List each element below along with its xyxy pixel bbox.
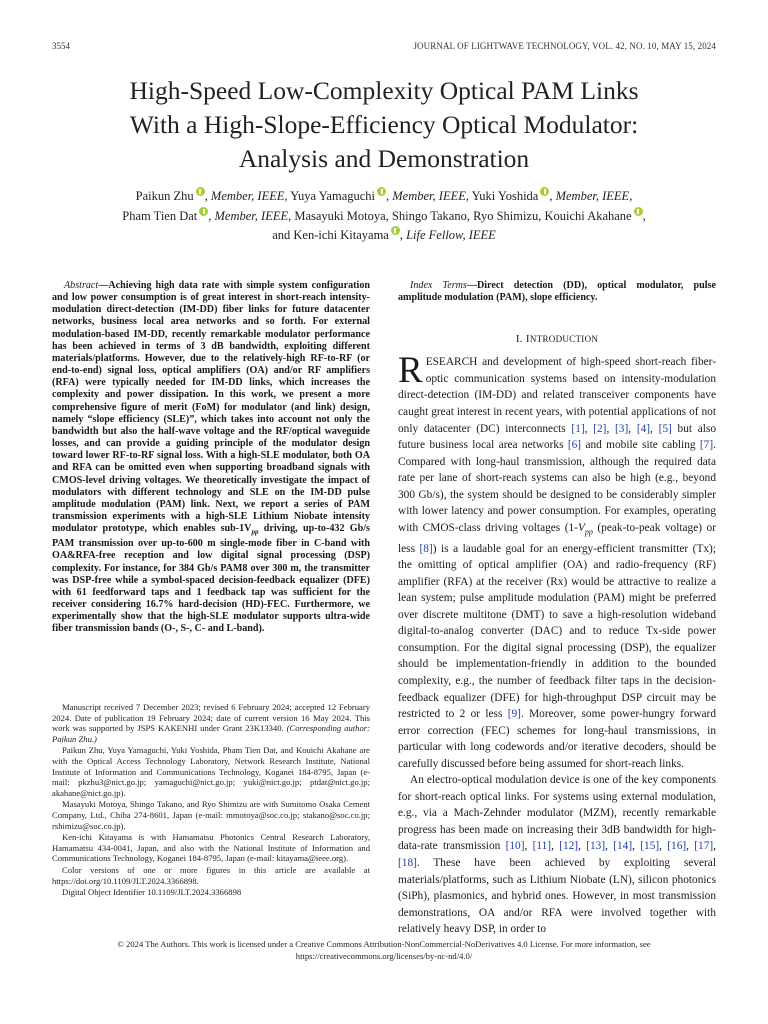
license-line: © 2024 The Authors. This work is licensed under a Creative Commons Attribution-NonCommercial-NoDerivatives 4.0 License. For more information, see: [117, 939, 651, 949]
section-heading: I. INTRODUCTION: [515, 333, 599, 346]
citation-link[interactable]: [1]: [571, 422, 585, 435]
license-url[interactable]: https://creativecommons.org/licenses/by-nc-nd/4.0/: [295, 950, 473, 961]
author-name: Pham Tien Dat: [122, 208, 198, 223]
citation-link[interactable]: [8]: [419, 542, 433, 555]
abstract-subscript: pp: [251, 528, 259, 537]
citation-link[interactable]: [10]: [505, 840, 525, 853]
author-name: Yuya Yamaguchi: [290, 189, 376, 203]
abstract: [52, 280, 370, 636]
citation-link[interactable]: [18]: [398, 856, 417, 869]
citation-link[interactable]: [4]: [636, 422, 651, 435]
author-line-1: Paikun Zhu , Member, IEEE, Yuya Yamaguchi , Member, IEEE, Yuki Yoshida , Member, IEEE,: [135, 189, 633, 203]
orcid-icon[interactable]: [391, 226, 400, 235]
author-membership: Member, IEEE: [214, 208, 289, 223]
citation-link[interactable]: [16]: [667, 840, 687, 853]
orcid-icon[interactable]: [634, 207, 643, 216]
title-line: With a High-Slope-Efficiency Optical Modulator:: [129, 110, 639, 139]
footnotes: [52, 702, 370, 899]
index-terms-lead: Index Terms: [410, 280, 467, 291]
intro-paragraph-1: RESEARCH and development of high-speed short-reach fiber-optic communication systems based on intensity-modulation direct-detection (IM-DD) and related transceiver components have caught great interest in recent years, with potential applications of not only datacenter (DC) interconnects [1], [2], [3], [4], [5] but also future business local area networks [6] and mobile site cabling [7]. Compared with long-haul transmission, although the required data rate per lane of short-reach systems can also be high (e.g., beyond 300 Gb/s), the system should be designed to be considerably simpler with lower latency and power consumption. For examples, operating with CMOS-class driving voltages ($1-V_{pp}$ (peak-to-peak voltage) or less [8]) is a laudable goal for an energy-efficient transmitter (Tx); the omitting of optical amplifier (OA) and radio-frequency (RF) amplifier (RFA) at the receiver (Rx) would be attractive to realize a lean system; pulse amplitude modulation (PAM) might be preferred over discrete multitone (DMT) to save a high-resolution wideband digital-to-analog converter (DAC) and to reduce Tx-side power consumption. For the digital signal processing (DSP), the equalizer should be implementation-friendly in addition to the bounded complexity, e.g., the number of feedback filter taps in the decision-feedback equalizer (DFE) for high-throughput DSP circuit may be restricted to 2 or less [9]. Moreover, some power-hungry forward error correction (FEC) schemes for long-haul transmissions, in particular with long codewords and/or iterative decoders, should be carefully discussed before being assumed for short-reach links.: [398, 350, 717, 770]
footnote-doi: Digital Object Identifier 10.1109/JLT.2024.3366898: [62, 887, 242, 898]
author-names: , Masayuki Motoya, Shingo Takano, Ryo Shimizu, Kouichi Akahane: [288, 208, 632, 223]
author-list: [40, 187, 728, 246]
orcid-icon[interactable]: [540, 187, 549, 196]
abstract-text-2: driving, up-to-432 Gb/s PAM transmission over up-to-600 m single-mode fiber in C-band with OA&RFA-free reception and low digital signal processing (DSP) complexity. For instance, for 384 Gb/s PAM8 over 300 m, the transmitter was DSP-free while a symbol-spaced decision-feedback equalizer (DFE) with 61 feedforward taps and 1 feedback tap was sufficient for the receiver considering 16.7% hard-decision (HD)-FEC. Furthermore, we experimentally show that the high-SLE modulator supports ultra-wide fiber transmission bands (O-, S-, C- and L-band).: [52, 523, 370, 635]
license-notice: [40, 939, 728, 962]
author-name: Yuki Yoshida: [471, 189, 539, 203]
right-column: [398, 280, 716, 938]
footnote-color: Color versions of one or more figures in this article are available at https://doi.org/10.1109/JLT.2024.3366898.: [52, 864, 370, 886]
journal-citation: JOURNAL OF LIGHTWAVE TECHNOLOGY, VOL. 42, NO. 10, MAY 15, 2024: [413, 41, 716, 51]
index-terms: [398, 280, 716, 304]
orcid-icon[interactable]: [377, 187, 386, 196]
drop-cap: R: [398, 350, 423, 392]
footnote-affiliation: Masayuki Motoya, Shingo Takano, and Ryo Shimizu are with Sumitomo Osaka Cement Company, Ltd., Chiba 274-8601, Japan (e-mail: mmotoya@soc.co.jp; stakano@soc.co.jp; rshimizu@soc.co.jp).: [52, 799, 370, 831]
page-number: 3554: [52, 41, 70, 51]
author-name: Paikun Zhu: [135, 189, 194, 203]
author-membership: Life Fellow, IEEE: [406, 228, 496, 242]
author-line-2: Pham Tien Dat , Member, IEEE, Masayuki Motoya, Shingo Takano, Ryo Shimizu, Kouichi Akahane ,: [122, 208, 646, 223]
author-membership: Member, IEEE: [392, 189, 466, 203]
footnote-affiliation: Paikun Zhu, Yuya Yamaguchi, Yuki Yoshida, Pham Tien Dat, and Kouichi Akahane are with the Optical Access Technology Laboratory, Network Research Institute, National Institute of Information and Communications Technology, Koganei 184-8795, Japan (e-mail: pkzhu3@nict.go.jp; yamaguchi@nict.go.jp; yuki@nict.go.jp; ptdat@nict.go.jp; akahane@nict.go.jp).: [52, 745, 370, 798]
citation-link[interactable]: [11]: [532, 840, 552, 853]
citation-link[interactable]: [12]: [559, 840, 579, 853]
author-line-3: and Ken-ichi Kitayama , Life Fellow, IEEE: [272, 228, 496, 242]
paper-title: [40, 74, 728, 176]
author-membership: Member, IEEE: [210, 189, 285, 203]
title-line: Analysis and Demonstration: [238, 144, 530, 173]
citation-link[interactable]: [3]: [615, 422, 629, 435]
citation-link[interactable]: [6]: [567, 439, 582, 452]
index-terms-text: —Direct detection (DD), optical modulator, pulse amplitude modulation (PAM), slope efficiency.: [398, 280, 716, 304]
abstract-text: —Achieving high data rate with simple system configuration and low power consumption is of great interest in short-reach intensity-modulation direct-detection (IM-DD) fiber links for future datacenter networks, business local area networks and so forth. For external modulation-based IM-DD, recently remarkable modulator performance has been achieved in terms of 3 dB bandwidth, exploiting different materials/platforms. However, due to the relatively-high RF-to-RF (or end-to-end) signal loss, optical amplifiers (OA) and/or RF amplifiers (RFA) were typically needed for IM-DD links, which increases the complexity and power dissipation. In this work, we present a more comprehensive figure of merit (FoM) for modulator (and link) design, namely “slope efficiency (SLE)”, which takes into account not only the bandwidth but also the half-wave voltage and the RF/optical waveguide losses, and can provide a guiding principle of the modulator design toward lower RF-to-RF signal loss. With a high-SLE modulator, both OA and RFA can be omitted even when supporting broadband signals with CMOS-level driving voltages. We theoretically investigate the impact of modulators with different technology and SLE on the IM-DD pulse amplitude modulation (PAM) link. Next, we report a series of PAM transmission experiments with a high-SLE Lithium Niobate intensity modulator prototype, which enables sub-1V: [52, 280, 370, 535]
orcid-icon[interactable]: [196, 187, 205, 196]
footnote-received: Manuscript received 7 December 2023; revised 6 February 2024; accepted 12 February 2024. Date of publication 19 February 2024; date of current version 16 May 2024. This work was supported by JSPS KAKENHI under Grant 23K13340. (Corresponding author: Paikun Zhu.): [52, 702, 370, 744]
citation-link[interactable]: [5]: [658, 422, 672, 435]
running-head: [52, 41, 716, 53]
footnote-affiliation: Ken-ichi Kitayama is with Hamamatsu Photonics Central Research Laboratory, Hamamatsu 434-0041, Japan, and also with the National Institute of Information and Communications Technology, Koganei 184-8795, Japan (e-mail: kitayama@ieee.org).: [52, 832, 370, 864]
citation-link[interactable]: [9]: [507, 708, 521, 721]
left-column: [52, 280, 370, 636]
author-membership: Member, IEEE: [555, 189, 630, 203]
citation-link[interactable]: [17]: [694, 840, 714, 853]
author-name: and Ken-ichi Kitayama: [272, 228, 389, 242]
abstract-lead: Abstract: [64, 280, 99, 291]
citation-link[interactable]: [13]: [586, 840, 606, 853]
citation-link[interactable]: [15]: [640, 840, 660, 853]
title-line: High-Speed Low-Complexity Optical PAM Links: [129, 76, 639, 105]
citation-link[interactable]: [7]: [699, 439, 714, 452]
citation-link[interactable]: [14]: [613, 840, 633, 853]
citation-link[interactable]: [2]: [593, 422, 607, 435]
intro-paragraph-2: An electro-optical modulation device is one of the key components for short-reach optical links. For systems using external modulation, e.g., via a Mach-Zehnder modulator (MZM), recently remarkable progress has been made on increasing their 3dB bandwidth for high-data-rate transmission [10], [11], [12], [13], [14], [15], [16], [17], [18]. These have been achieved by exploiting several materials/platforms, such as Lithium Niobate (LN), silicon photonics (SiPh), plasmonics, and hybrid ones. However, in most transmission demonstrations, OA and/or RFA were involved together with relatively heavy DSP, in order to: [398, 774, 717, 936]
orcid-icon[interactable]: [199, 207, 208, 216]
